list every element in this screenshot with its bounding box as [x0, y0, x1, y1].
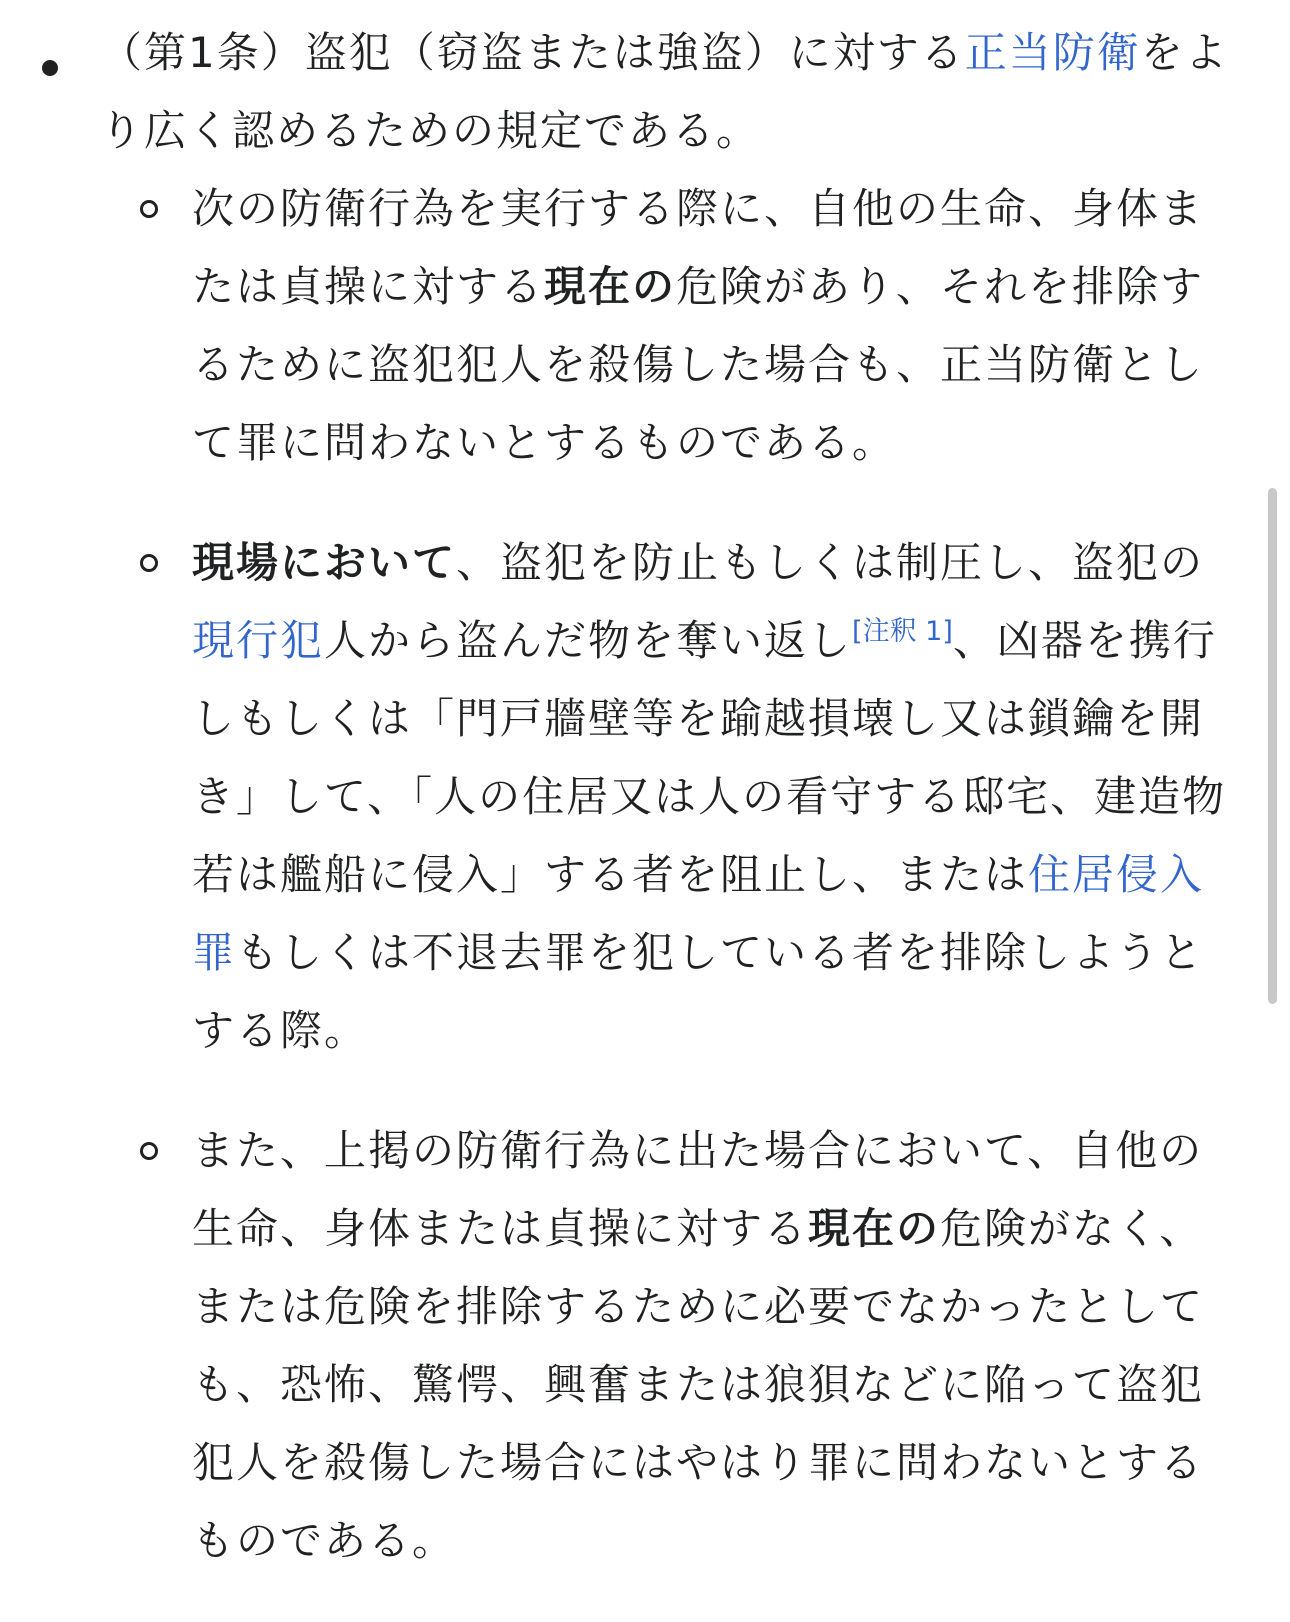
- text-segment: 人から盗んだ物を奪い返し: [324, 616, 853, 665]
- sub-item-b: [100, 524, 1232, 1070]
- sub-list: [100, 170, 1240, 1580]
- text-segment: 、盗犯を防止もしくは制圧し、盗犯の: [456, 538, 1205, 587]
- text-segment: 危険があり、それを排除するために盗犯犯人を殺傷した場合も、正当防衛として罪に問わないとするものである。: [192, 262, 1205, 467]
- text-segment: （第1条）盗犯（窃盗または強盗）に対する: [100, 28, 965, 77]
- sub-item-text: [192, 170, 1232, 482]
- text-segment: 、凶器を携行しもしくは「門戸牆壁等を踰越損壊し又は鎖鑰を開き」して、「人の住居又は人の看守する邸宅、建造物若は艦船に侵入」する者を阻止し、または: [192, 616, 1227, 899]
- text-segment: また、上掲の防衛行為に出た場合において、自他の生命、身体または貞操に対する: [192, 1126, 1204, 1253]
- bold-text: 現在の: [544, 262, 677, 311]
- bullet-disc-icon: [42, 60, 58, 76]
- main-list: [0, 14, 1250, 1580]
- text-segment: 危険がなく、または危険を排除するために必要でなかったとしても、恐怖、驚愕、興奮または狼狽などに陥って盗犯犯人を殺傷した場合にはやはり罪に問わないとするものである。: [192, 1204, 1205, 1565]
- sub-item-text: [192, 1112, 1232, 1580]
- text-segment: もしくは不退去罪を犯している者を排除しようとする際。: [192, 928, 1205, 1055]
- text-segment: 次の防衛行為を実行する際に、自他の生命、身体または貞操に対する: [192, 184, 1205, 311]
- list-item-article-1: [0, 14, 1240, 1580]
- link-seitou-bouei[interactable]: 正当防衛: [964, 28, 1141, 77]
- bold-text: 現在の: [808, 1204, 941, 1253]
- footnote-link[interactable]: [注釈 1]: [852, 616, 953, 647]
- link-jukyo-shinnyu[interactable]: 住居侵入罪: [192, 850, 1205, 977]
- bullet-circle-icon: [140, 554, 158, 572]
- sub-item-c: [100, 1112, 1232, 1580]
- sub-item-text: [192, 524, 1232, 1070]
- vertical-scrollbar[interactable]: [1268, 488, 1277, 1004]
- bullet-circle-icon: [140, 1142, 158, 1160]
- footnote-ref: [852, 616, 953, 647]
- bold-text: 現場において: [192, 538, 457, 587]
- text-segment: をより広く認めるための規定である。: [100, 28, 1229, 155]
- sub-item-a: [100, 170, 1232, 482]
- article-1-summary: [100, 14, 1240, 170]
- bullet-circle-icon: [140, 200, 158, 218]
- link-genkouhan[interactable]: 現行犯: [192, 616, 325, 665]
